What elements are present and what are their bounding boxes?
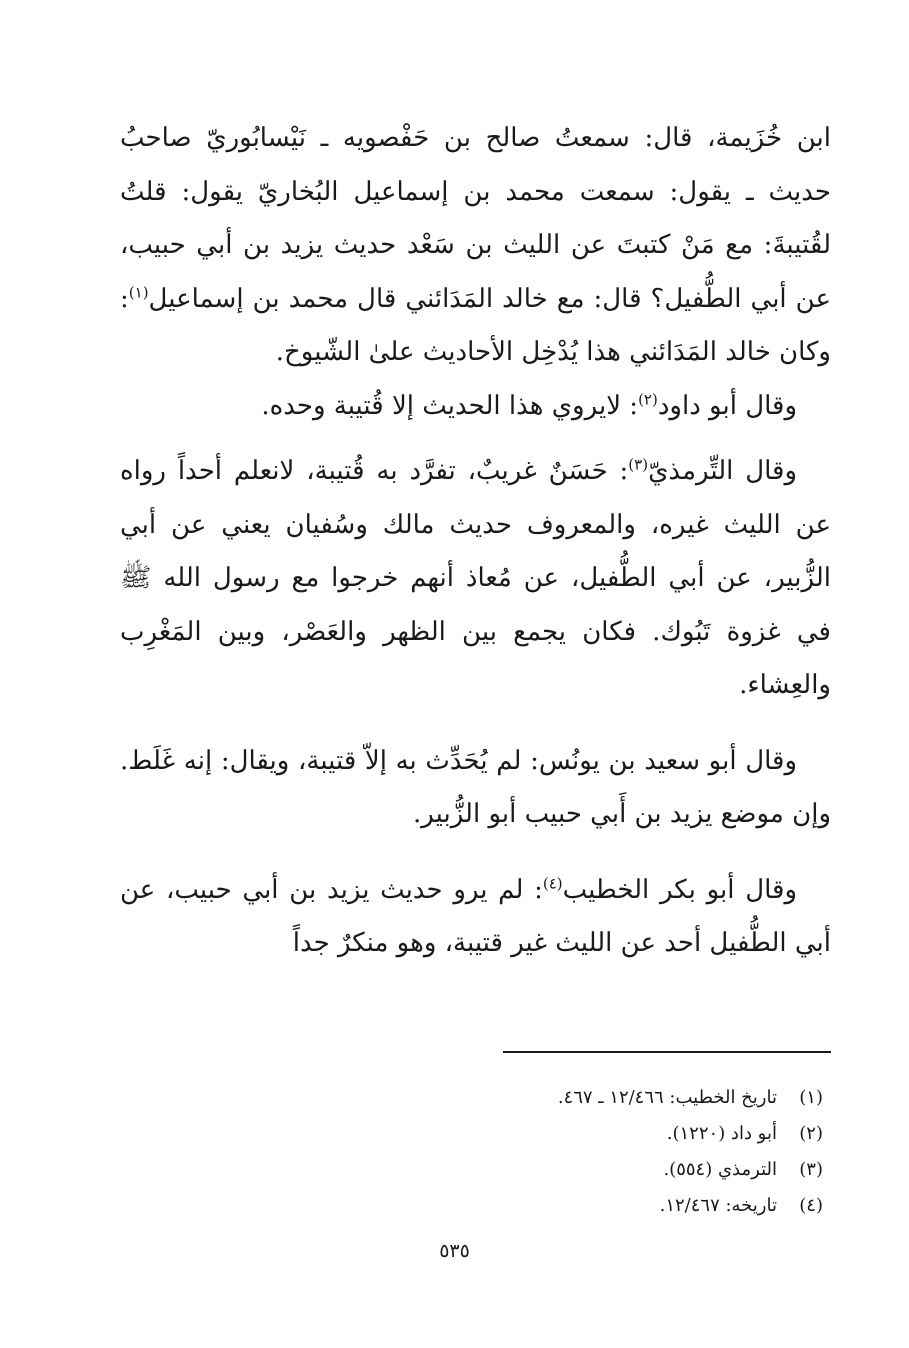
footnote-number: (١) (799, 1087, 823, 1108)
paragraph-4 (120, 735, 831, 842)
footnote-number: (٢) (799, 1123, 823, 1144)
paragraph-5 (120, 864, 831, 971)
footnote-text: تاريخه: ١٢/٤٦٧. (659, 1195, 777, 1216)
paragraph-4-text: وقال أبو سعيد بن يونُس: لم يُحَدِّث به إلاّ قتيبة، ويقال: إنه غَلَط. وإن موضع يزيد بن أَبي حبيب أبو الزُّبير. (120, 745, 831, 829)
paragraph-1-cont: : وكان خالد المَدَائني هذا يُدْخِل الأحاديث علىٰ الشّيوخ. (120, 283, 831, 367)
footnote-2 (120, 1116, 823, 1152)
paragraph-2-cont: : لايروي هذا الحديث إلا قُتيبة وحده. (261, 390, 639, 421)
footnote-ref-3: (٣) (628, 455, 649, 474)
footnote-1 (120, 1080, 823, 1116)
paragraph-2-text: وقال أبو داود (657, 390, 797, 421)
paragraph-2 (120, 380, 831, 434)
footnote-3 (120, 1152, 823, 1188)
footnote-number: (٣) (799, 1159, 823, 1180)
page-number: ٥٣٥ (439, 1240, 470, 1262)
footnote-ref-2: (٢) (638, 389, 658, 408)
paragraph-3-text: وقال التِّرمذيّ (648, 456, 798, 486)
footnote-divider (503, 1051, 831, 1053)
main-text (120, 112, 831, 971)
footnote-text: تاريخ الخطيب: ١٢/٤٦٦ ـ ٤٦٧. (557, 1087, 777, 1108)
paragraph-5-text: وقال أبو بكر الخطيب (562, 874, 797, 905)
paragraph-5-cont: : لم يرو حديث يزيد بن أبي حبيب، عن أبي الطُّفيل أحد عن الليث غير قتيبة، وهو منكرٌ جداً (120, 874, 831, 958)
footnote-4 (120, 1188, 823, 1224)
footnote-number: (٤) (799, 1195, 823, 1216)
footnote-text: الترمذي (٥٥٤). (663, 1159, 777, 1180)
footnote-text: أبو داد (١٢٢٠). (666, 1123, 777, 1144)
paragraph-1-text: ابن خُزَيمة، قال: سمعتُ صالح بن حَفْصويه ـ نَيْسابُوريّ صاحبُ حديث ـ يقول: سمعت محمد بن إسماعيل البُخاريّ يقول: قلتُ لقُتيبةَ: مع مَنْ كتبتَ عن الليث بن سَعْد حديث يزيد بن أبي حبيب، عن أبي الطُّفيل؟ قال: مع خالد المَدَائني قال محمد بن إسماعيل (120, 123, 831, 314)
paragraph-3-cont: : حَسَنٌ غريبٌ، تفرَّد به قُتيبة، لانعلم أحداً رواه عن الليث غيره، والمعروف حديث مالك وسُفيان يعني عن أبي الزُّبير، عن أبي الطُّفيل، عن مُعاذ أنهم خرجوا مع رسول الله ﷺ في غزوة تَبُوك. فكان يجمع بين الظهر والعَصْر، وبين المَغْرِب والعِشاء. (120, 456, 831, 700)
footnote-ref-4: (٤) (542, 873, 563, 892)
paragraph-1 (120, 112, 831, 380)
paragraph-3 (120, 445, 831, 713)
footnote-ref-1: (١) (128, 282, 149, 301)
footnotes (120, 1080, 823, 1224)
